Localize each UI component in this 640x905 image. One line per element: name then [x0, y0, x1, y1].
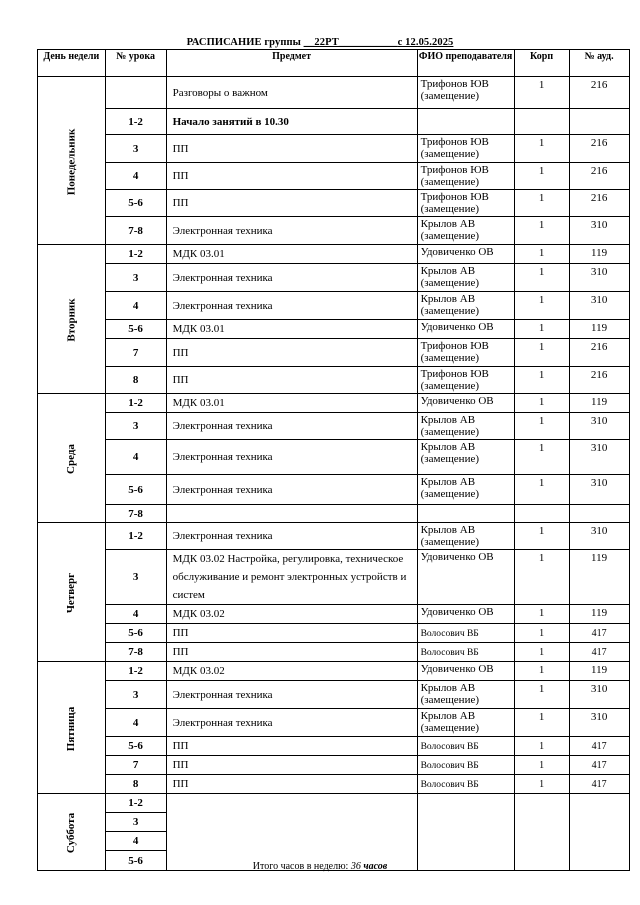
subject-cell: ПП — [166, 367, 417, 394]
korp-cell: 1 — [514, 709, 569, 737]
schedule-row — [38, 709, 630, 737]
korp-cell: 1 — [514, 339, 569, 367]
lesson-number: 7 — [105, 339, 166, 367]
lesson-number: 3 — [105, 550, 166, 605]
room-cell: 417 — [569, 643, 629, 662]
room-cell: 310 — [569, 217, 629, 245]
teacher-cell — [417, 109, 514, 135]
room-cell: 310 — [569, 709, 629, 737]
title-prefix: РАСПИСАНИЕ группы — [186, 37, 304, 48]
subject-cell: ПП — [166, 163, 417, 190]
subject-cell: Электронная техника — [166, 264, 417, 292]
teacher-cell: Волосович ВБ — [417, 775, 514, 794]
korp-cell — [514, 109, 569, 135]
korp-cell: 1 — [514, 605, 569, 624]
subject-cell — [166, 794, 417, 871]
teacher-cell: Удовиченко ОВ — [417, 245, 514, 264]
schedule-row — [38, 662, 630, 681]
footer-unit: часов — [363, 861, 388, 872]
teacher-cell: Волосович ВБ — [417, 756, 514, 775]
teacher-cell: Удовиченко ОВ — [417, 550, 514, 605]
schedule-row — [38, 292, 630, 320]
room-cell: 417 — [569, 775, 629, 794]
subject-cell: МДК 03.02 — [166, 605, 417, 624]
footer-label: Итого часов в неделю: — [252, 861, 351, 872]
korp-cell: 1 — [514, 190, 569, 217]
subject-cell: Электронная техника — [166, 217, 417, 245]
room-cell — [569, 794, 629, 871]
schedule-row — [38, 624, 630, 643]
teacher-cell: Трифонов ЮВ (замещение) — [417, 135, 514, 163]
room-cell: 417 — [569, 756, 629, 775]
lesson-number: 5-6 — [105, 737, 166, 756]
header-lesson: № урока — [105, 50, 166, 77]
room-cell: 216 — [569, 163, 629, 190]
room-cell: 119 — [569, 605, 629, 624]
subject-cell: Разговоры о важном — [166, 77, 417, 109]
schedule-row — [38, 264, 630, 292]
teacher-cell: Крылов АВ (замещение) — [417, 217, 514, 245]
teacher-cell: Трифонов ЮВ (замещение) — [417, 339, 514, 367]
schedule-row — [38, 794, 630, 813]
subject-cell: ПП — [166, 737, 417, 756]
teacher-cell: Удовиченко ОВ — [417, 662, 514, 681]
footer-hours: 36 — [350, 861, 361, 872]
lesson-number: 4 — [105, 440, 166, 475]
day-label: Понедельник — [65, 128, 78, 195]
korp-cell: 1 — [514, 320, 569, 339]
room-cell: 310 — [569, 292, 629, 320]
lesson-number: 1-2 — [105, 794, 166, 813]
day-label: Пятница — [65, 706, 78, 751]
day-label: Среда — [65, 444, 78, 474]
subject-cell: МДК 03.01 — [166, 394, 417, 413]
subject-cell: ПП — [166, 624, 417, 643]
teacher-cell: Трифонов ЮВ (замещение) — [417, 190, 514, 217]
teacher-cell: Трифонов ЮВ (замещение) — [417, 77, 514, 109]
room-cell — [569, 109, 629, 135]
subject-cell: Электронная техника — [166, 440, 417, 475]
room-cell: 310 — [569, 264, 629, 292]
korp-cell: 1 — [514, 413, 569, 440]
schedule-row — [38, 505, 630, 523]
schedule-row — [38, 643, 630, 662]
schedule-table — [37, 49, 630, 871]
teacher-cell: Крылов АВ (замещение) — [417, 413, 514, 440]
lesson-number: 4 — [105, 832, 166, 851]
lesson-number: 1-2 — [105, 109, 166, 135]
day-cell — [38, 794, 106, 871]
group-name: __22РТ___________ — [303, 37, 398, 48]
room-cell: 310 — [569, 523, 629, 550]
subject-cell — [166, 505, 417, 523]
room-cell: 119 — [569, 394, 629, 413]
schedule-row — [38, 217, 630, 245]
korp-cell: 1 — [514, 394, 569, 413]
room-cell: 216 — [569, 367, 629, 394]
subject-cell: МДК 03.02 — [166, 662, 417, 681]
header-teacher: ФИО преподавателя — [417, 50, 514, 77]
korp-cell: 1 — [514, 245, 569, 264]
room-cell: 216 — [569, 190, 629, 217]
teacher-cell: Крылов АВ (замещение) — [417, 292, 514, 320]
korp-cell: 1 — [514, 264, 569, 292]
lesson-number: 4 — [105, 292, 166, 320]
subject-cell: Электронная техника — [166, 475, 417, 505]
schedule-row — [38, 550, 630, 605]
korp-cell: 1 — [514, 550, 569, 605]
subject-cell: Электронная техника — [166, 413, 417, 440]
schedule-row — [38, 737, 630, 756]
lesson-number: 5-6 — [105, 851, 166, 871]
schedule-row — [38, 681, 630, 709]
lesson-number: 5-6 — [105, 475, 166, 505]
schedule-row — [38, 163, 630, 190]
day-cell — [38, 523, 106, 662]
korp-cell: 1 — [514, 77, 569, 109]
subject-cell: Начало занятий в 10.30 — [166, 109, 417, 135]
room-cell: 119 — [569, 320, 629, 339]
schedule-row — [38, 77, 630, 109]
room-cell: 310 — [569, 681, 629, 709]
teacher-cell — [417, 505, 514, 523]
korp-cell: 1 — [514, 756, 569, 775]
lesson-number: 5-6 — [105, 320, 166, 339]
schedule-row — [38, 523, 630, 550]
room-cell: 119 — [569, 245, 629, 264]
schedule-row — [38, 756, 630, 775]
lesson-number: 1-2 — [105, 394, 166, 413]
teacher-cell: Крылов АВ (замещение) — [417, 523, 514, 550]
lesson-number: 3 — [105, 413, 166, 440]
lesson-number: 3 — [105, 264, 166, 292]
korp-cell: 1 — [514, 217, 569, 245]
day-label: Четверг — [65, 572, 78, 614]
start-date: с 12.05.2025 — [397, 37, 454, 48]
subject-cell: Электронная техника — [166, 681, 417, 709]
room-cell: 216 — [569, 135, 629, 163]
lesson-number: 8 — [105, 775, 166, 794]
room-cell: 119 — [569, 662, 629, 681]
header-room: № ауд. — [569, 50, 629, 77]
lesson-number — [105, 77, 166, 109]
schedule-row — [38, 339, 630, 367]
lesson-number: 3 — [105, 813, 166, 832]
subject-cell: Электронная техника — [166, 292, 417, 320]
lesson-number: 3 — [105, 681, 166, 709]
room-cell: 310 — [569, 475, 629, 505]
korp-cell: 1 — [514, 440, 569, 475]
schedule-title — [0, 37, 640, 48]
korp-cell: 1 — [514, 135, 569, 163]
teacher-cell: Крылов АВ (замещение) — [417, 440, 514, 475]
korp-cell: 1 — [514, 624, 569, 643]
header-row — [38, 50, 630, 77]
teacher-cell: Крылов АВ (замещение) — [417, 264, 514, 292]
day-cell — [38, 245, 106, 394]
schedule-row — [38, 320, 630, 339]
room-cell: 417 — [569, 737, 629, 756]
room-cell: 216 — [569, 77, 629, 109]
teacher-cell: Волосович ВБ — [417, 737, 514, 756]
subject-cell: ПП — [166, 775, 417, 794]
teacher-cell: Трифонов ЮВ (замещение) — [417, 367, 514, 394]
subject-cell: МДК 03.01 — [166, 320, 417, 339]
room-cell — [569, 505, 629, 523]
day-cell — [38, 662, 106, 794]
schedule-row — [38, 109, 630, 135]
korp-cell: 1 — [514, 737, 569, 756]
lesson-number: 4 — [105, 709, 166, 737]
korp-cell — [514, 505, 569, 523]
teacher-cell: Удовиченко ОВ — [417, 394, 514, 413]
subject-cell: Электронная техника — [166, 709, 417, 737]
lesson-number: 4 — [105, 605, 166, 624]
lesson-number: 1-2 — [105, 662, 166, 681]
room-cell: 310 — [569, 440, 629, 475]
schedule-row — [38, 775, 630, 794]
teacher-cell: Крылов АВ (замещение) — [417, 475, 514, 505]
korp-cell: 1 — [514, 662, 569, 681]
subject-cell: ПП — [166, 339, 417, 367]
teacher-cell: Удовиченко ОВ — [417, 320, 514, 339]
lesson-number: 5-6 — [105, 624, 166, 643]
subject-cell: МДК 03.02 Настройка, регулировка, техническое обслуживание и ремонт электронных устройств и систем — [166, 550, 417, 605]
schedule-row — [38, 605, 630, 624]
lesson-number: 1-2 — [105, 523, 166, 550]
korp-cell: 1 — [514, 292, 569, 320]
room-cell: 216 — [569, 339, 629, 367]
schedule-row — [38, 245, 630, 264]
teacher-cell: Удовиченко ОВ — [417, 605, 514, 624]
korp-cell: 1 — [514, 163, 569, 190]
schedule-row — [38, 190, 630, 217]
footer-total — [0, 861, 640, 872]
schedule-row — [38, 367, 630, 394]
teacher-cell: Волосович ВБ — [417, 643, 514, 662]
header-subject: Предмет — [166, 50, 417, 77]
lesson-number: 1-2 — [105, 245, 166, 264]
lesson-number: 7 — [105, 756, 166, 775]
header-day: День недели — [38, 50, 106, 77]
day-label: Суббота — [65, 812, 78, 854]
schedule-row — [38, 440, 630, 475]
korp-cell: 1 — [514, 523, 569, 550]
day-label: Вторник — [65, 298, 78, 342]
schedule-row — [38, 413, 630, 440]
subject-cell: ПП — [166, 756, 417, 775]
teacher-cell: Крылов АВ (замещение) — [417, 709, 514, 737]
teacher-cell — [417, 794, 514, 871]
lesson-number: 7-8 — [105, 217, 166, 245]
subject-cell: ПП — [166, 190, 417, 217]
lesson-number: 7-8 — [105, 643, 166, 662]
korp-cell: 1 — [514, 475, 569, 505]
header-korp: Корп — [514, 50, 569, 77]
lesson-number: 5-6 — [105, 190, 166, 217]
lesson-number: 7-8 — [105, 505, 166, 523]
korp-cell: 1 — [514, 367, 569, 394]
teacher-cell: Крылов АВ (замещение) — [417, 681, 514, 709]
lesson-number: 4 — [105, 163, 166, 190]
korp-cell — [514, 794, 569, 871]
room-cell: 310 — [569, 413, 629, 440]
lesson-number: 3 — [105, 135, 166, 163]
lesson-number: 8 — [105, 367, 166, 394]
subject-cell: МДК 03.01 — [166, 245, 417, 264]
schedule-row — [38, 135, 630, 163]
room-cell: 119 — [569, 550, 629, 605]
teacher-cell: Волосович ВБ — [417, 624, 514, 643]
schedule-row — [38, 475, 630, 505]
korp-cell: 1 — [514, 681, 569, 709]
subject-cell: ПП — [166, 135, 417, 163]
schedule-row — [38, 394, 630, 413]
korp-cell: 1 — [514, 643, 569, 662]
room-cell: 417 — [569, 624, 629, 643]
day-cell — [38, 394, 106, 523]
subject-cell: Электронная техника — [166, 523, 417, 550]
teacher-cell: Трифонов ЮВ (замещение) — [417, 163, 514, 190]
korp-cell: 1 — [514, 775, 569, 794]
subject-cell: ПП — [166, 643, 417, 662]
day-cell — [38, 77, 106, 245]
